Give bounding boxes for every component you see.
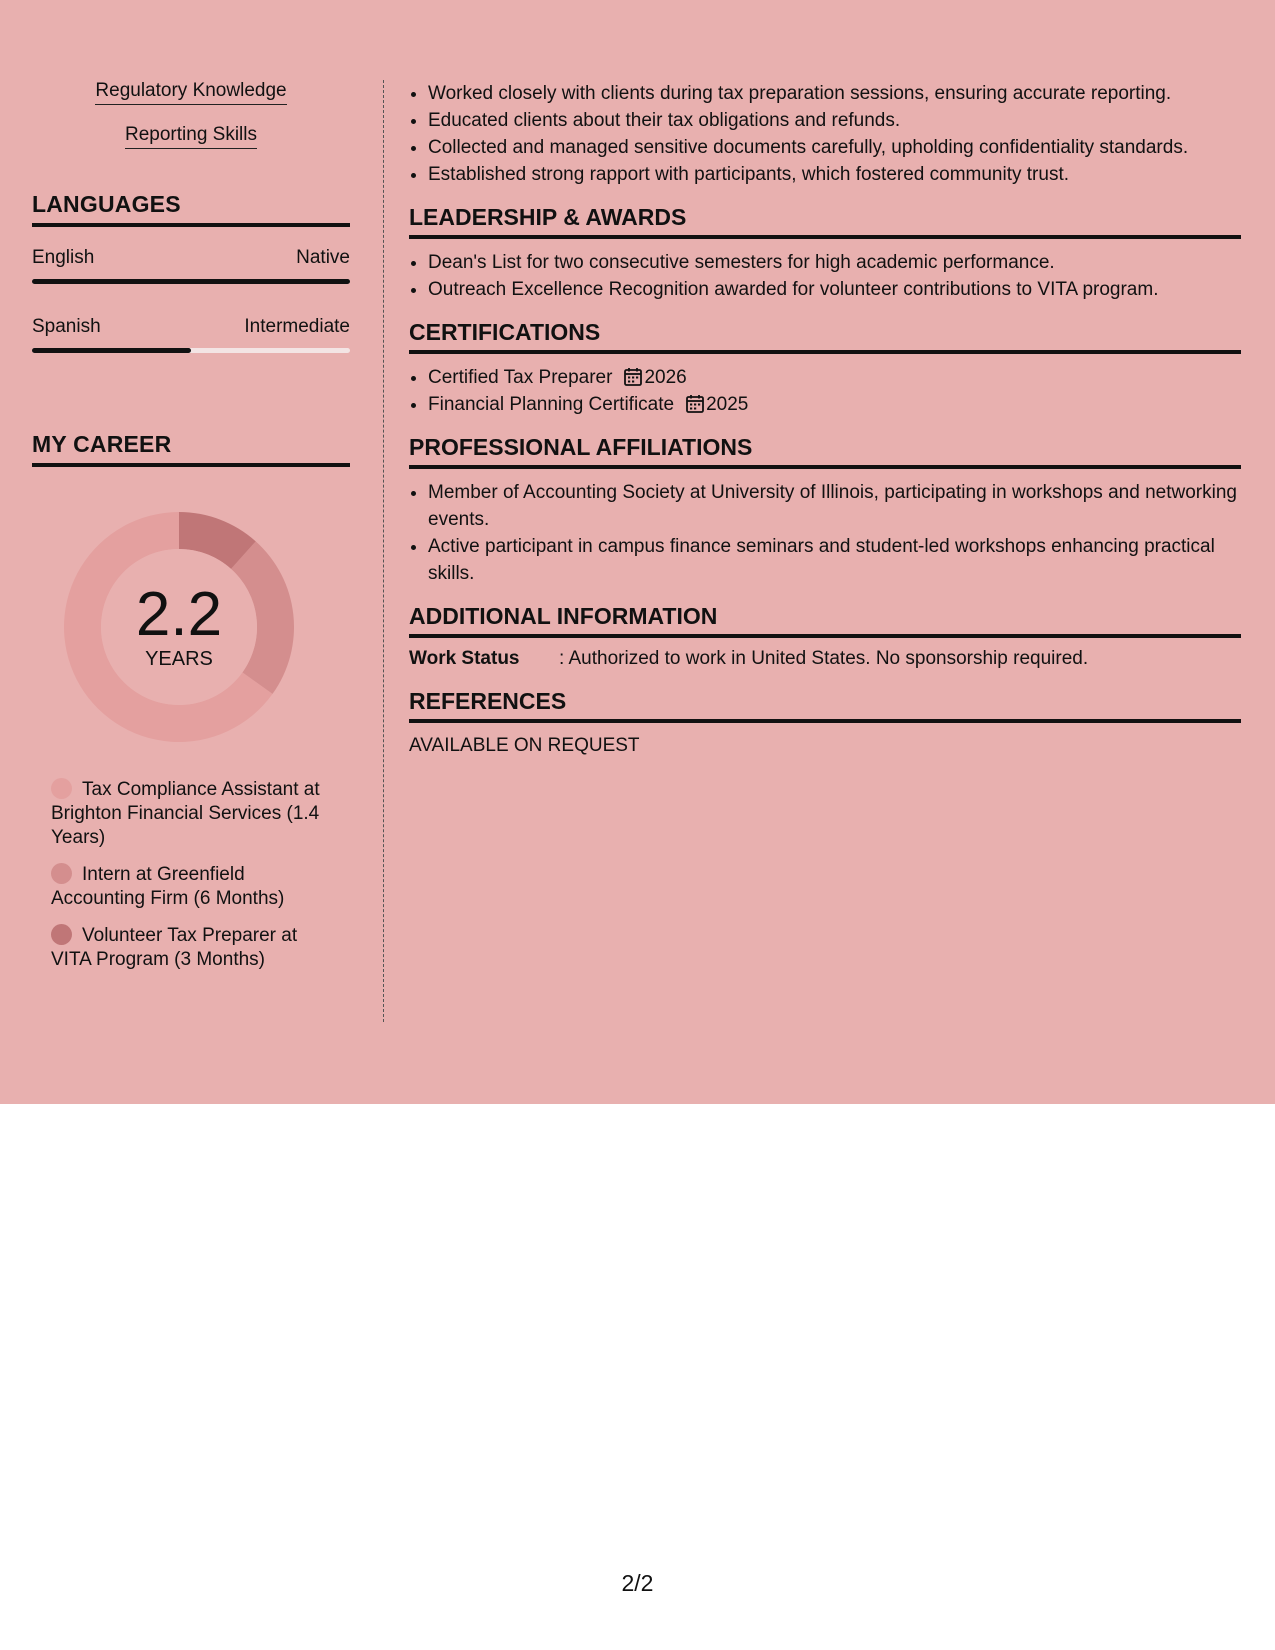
certifications-list (409, 364, 1241, 418)
language-name: Spanish (32, 316, 101, 337)
skill-item: Regulatory Knowledge (32, 80, 350, 105)
references-heading: REFERENCES (409, 688, 1241, 723)
language-level: Intermediate (244, 316, 350, 337)
list-item: • Established strong rapport with participants, which fostered community trust. (428, 161, 1241, 188)
language-row (32, 316, 350, 338)
legend-dot (51, 863, 72, 884)
legend-label: Tax Compliance Assistant at Brighton Financial Services (1.4 Years) (51, 779, 320, 848)
work-status-row (409, 648, 1241, 670)
legend-item (51, 863, 341, 911)
list-item: • Worked closely with clients during tax preparation sessions, ensuring accurate reporting. (428, 80, 1241, 107)
calendar-icon (624, 367, 642, 386)
career-legend (51, 778, 341, 972)
language-level: Native (296, 247, 350, 268)
leadership-list (409, 249, 1241, 303)
legend-item (51, 778, 341, 850)
certification-item (428, 364, 1241, 391)
page-number: 2/2 (621, 1570, 654, 1596)
languages-heading: LANGUAGES (32, 191, 350, 227)
career-total-unit: YEARS (145, 647, 213, 670)
certification-name: Certified Tax Preparer (428, 367, 613, 388)
list-item: • Outreach Excellence Recognition awarded for volunteer contributions to VITA program. (428, 276, 1241, 303)
affiliations-list (409, 479, 1241, 587)
language-proficiency-bar (32, 279, 350, 284)
left-column (32, 80, 350, 985)
languages-section (32, 191, 350, 353)
legend-label: Volunteer Tax Preparer at VITA Program (3 Months) (51, 925, 298, 970)
career-total-years: 2.2 (135, 579, 223, 649)
legend-label: Intern at Greenfield Accounting Firm (6 Months) (51, 864, 285, 909)
career-donut-chart (64, 512, 294, 742)
additional-info-heading: ADDITIONAL INFORMATION (409, 603, 1241, 638)
certification-name: Financial Planning Certificate (428, 394, 675, 415)
legend-dot (51, 924, 72, 945)
list-item: • Dean's List for two consecutive semesters for high academic performance. (428, 249, 1241, 276)
certification-year: 2026 (644, 367, 687, 388)
legend-dot (51, 778, 72, 799)
career-section (32, 431, 350, 972)
calendar-icon (686, 394, 704, 413)
right-column (409, 80, 1241, 757)
experience-bullets (409, 80, 1241, 188)
certification-item (428, 391, 1241, 418)
language-row (32, 247, 350, 269)
column-divider (383, 80, 384, 1022)
language-proficiency-fill (32, 279, 350, 284)
leadership-heading: LEADERSHIP & AWARDS (409, 204, 1241, 239)
certification-year: 2025 (706, 394, 749, 415)
list-item: • Collected and managed sensitive documents carefully, upholding confidentiality standards. (428, 134, 1241, 161)
certifications-heading: CERTIFICATIONS (409, 319, 1241, 354)
career-heading: MY CAREER (32, 431, 350, 467)
references-text: AVAILABLE ON REQUEST (409, 735, 640, 756)
legend-item (51, 924, 341, 972)
work-status-label: Work Status (409, 648, 520, 669)
work-status-value: : Authorized to work in United States. No sponsorship required. (559, 648, 1089, 669)
list-item: • Member of Accounting Society at University of Illinois, participating in workshops and networking events. (428, 479, 1241, 533)
affiliations-heading: PROFESSIONAL AFFILIATIONS (409, 434, 1241, 469)
language-proficiency-fill (32, 348, 191, 353)
list-item: • Active participant in campus finance seminars and student-led workshops enhancing practical skills. (428, 533, 1241, 587)
language-proficiency-bar (32, 348, 350, 353)
skill-item: Reporting Skills (32, 124, 350, 149)
language-name: English (32, 247, 95, 268)
list-item: • Educated clients about their tax obligations and refunds. (428, 107, 1241, 134)
